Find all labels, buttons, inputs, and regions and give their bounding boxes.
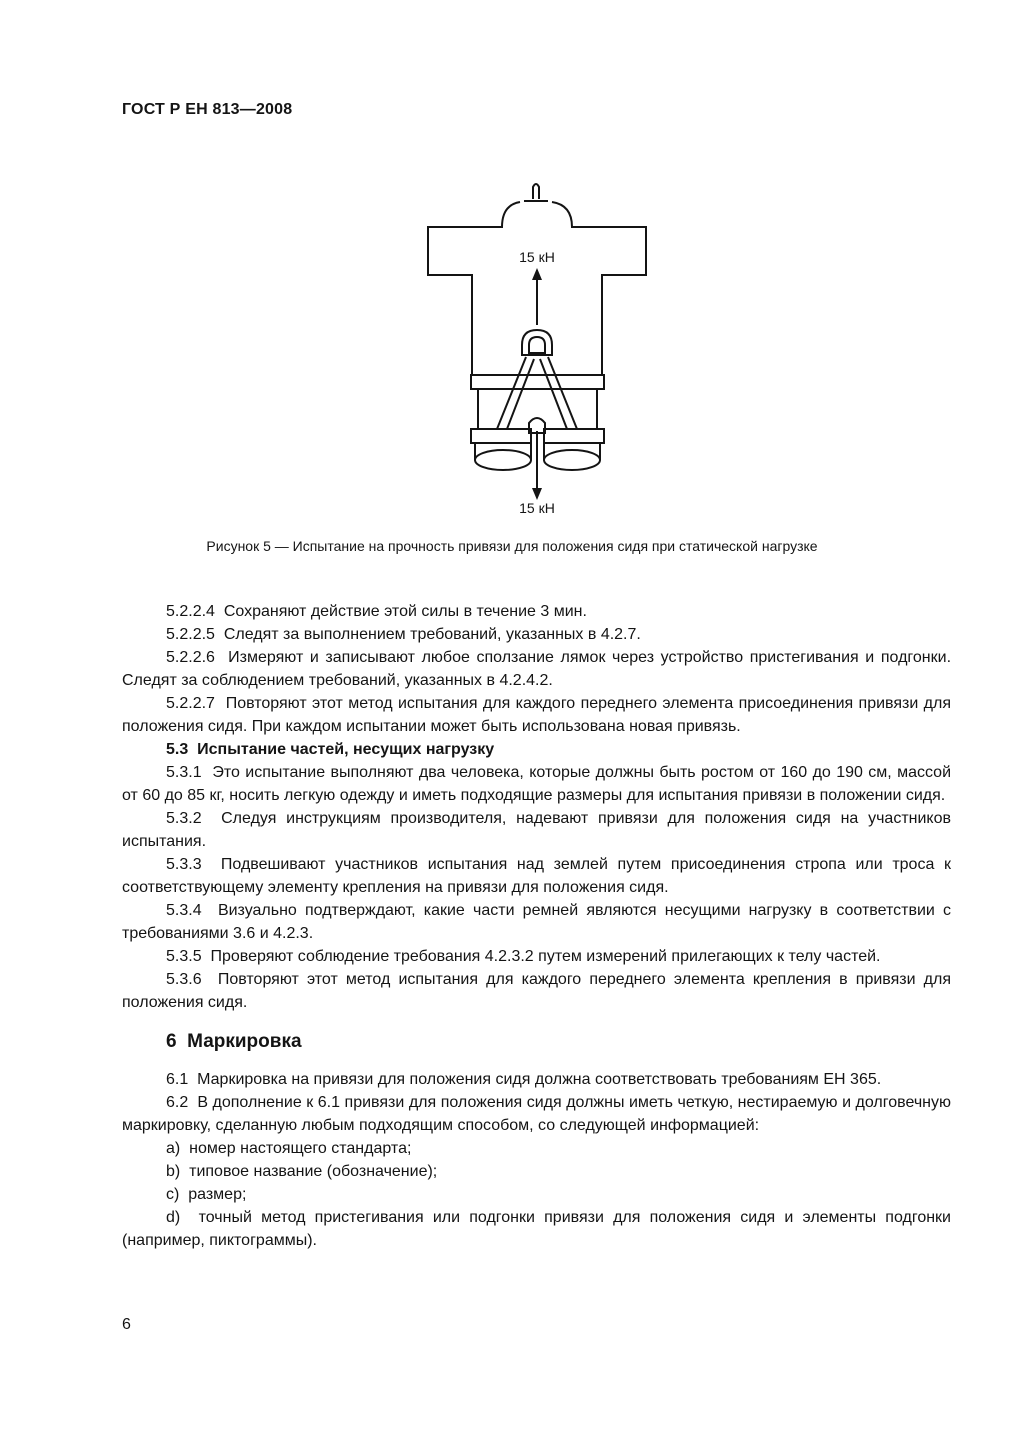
paragraph: 5.2.2.7 Повторяют этот метод испытания для каждого переднего элемента присоединения привязи для положения сидя. При каждом испытании может быть использована новая привязь. (122, 695, 952, 735)
document-body (122, 600, 951, 1252)
leg-loop-right (544, 429, 604, 443)
harness-test-diagram (0, 175, 1024, 525)
page-number: 6 (122, 1316, 131, 1333)
paragraph: 5.3.3 Подвешивают участников испытания над землей путем присоединения стропа или троса к соответствующему элементу крепления на привязи для положения сидя. (122, 856, 951, 896)
list-item: d) точный метод пристегивания или подгонки привязи для положения сидя и элементы подгонки (например, пиктограммы). (122, 1209, 951, 1249)
paragraph: 5.3.6 Повторяют этот метод испытания для каждого переднего элемента крепления в привязи для положения сидя. (122, 971, 952, 1011)
paragraph: 5.2.2.4 Сохраняют действие этой силы в течение 3 мин. (166, 603, 587, 620)
subsection-heading: 5.3 Испытание частей, несущих нагрузку (166, 741, 495, 758)
paragraph: 5.2.2.5 Следят за выполнением требований, указанных в 4.2.7. (166, 626, 641, 643)
paragraph: 6.2 В дополнение к 6.1 привязи для положения сидя должны иметь четкую, нестираемую и долговечную маркировку, сделанную любым подходящим способом, со следующей информацией: (122, 1094, 952, 1134)
paragraph: 5.3.1 Это испытание выполняют два человека, которые должны быть ростом от 160 до 190 см, массой от 60 до 85 кг, носить легкую одежду и иметь подходящие размеры для испытания привязи в положении сидя. (122, 764, 951, 804)
list-item: а) номер настоящего стандарта; (166, 1140, 412, 1157)
force-bottom-label: 15 кН (519, 500, 555, 516)
waist-belt (471, 375, 604, 389)
document-header: ГОСТ Р ЕН 813—2008 (122, 101, 293, 118)
force-top-label: 15 кН (519, 249, 555, 265)
list-item: с) размер; (166, 1186, 247, 1203)
top-hook (533, 184, 539, 199)
figure-5 (0, 175, 1024, 525)
attachment-ring (522, 330, 552, 355)
paragraph: 6.1 Маркировка на привязи для положения сидя должна соответствовать требованиям ЕН 365. (166, 1071, 882, 1088)
paragraph: 5.2.2.6 Измеряют и записывают любое сползание лямок через устройство пристегивания и подгонки. Следят за соблюдением требований, указанных в 4.2.4.2. (122, 649, 952, 689)
section-heading: 6 Маркировка (166, 1031, 302, 1052)
list-item: b) типовое название (обозначение); (166, 1163, 438, 1180)
leg-loop-left (471, 429, 531, 443)
paragraph: 5.3.2 Следуя инструкциям производителя, надевают привязи для положения сидя на участников испытания. (122, 810, 952, 850)
figure-caption: Рисунок 5 — Испытание на прочность привязи для положения сидя при статической нагрузке (206, 538, 818, 554)
paragraph: 5.3.4 Визуально подтверждают, какие части ремней являются несущими нагрузку в соответствии с требованиями 3.6 и 4.2.3. (122, 902, 951, 942)
paragraph: 5.3.5 Проверяют соблюдение требования 4.2.3.2 путем измерений прилегающих к телу частей. (166, 948, 881, 965)
